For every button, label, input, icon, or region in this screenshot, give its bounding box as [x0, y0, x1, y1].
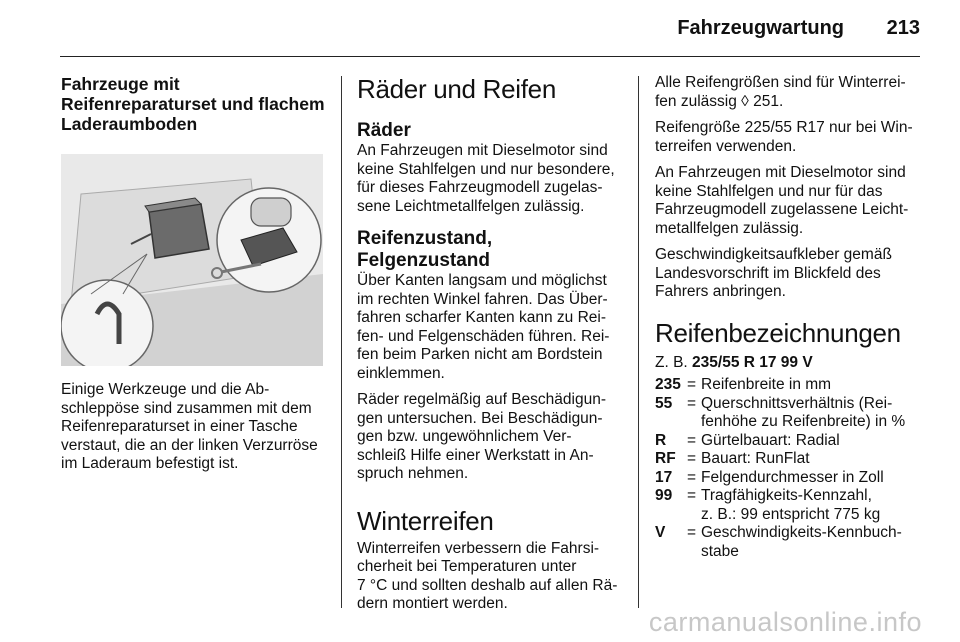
definition-description: Felgendurchmesser in Zoll — [701, 468, 884, 486]
heading-tyre-condition: Reifenzustand, Felgenzustand — [357, 228, 493, 271]
column-middle — [357, 74, 623, 622]
definition-equals: = — [687, 524, 697, 541]
definition-code: 235 — [655, 376, 681, 393]
definition-equals: = — [687, 487, 697, 504]
definition-code: RF — [655, 450, 676, 467]
tyre-sizes-paragraph: Alle Reifengrößen sind für Winterrei- fen zulässig ◊ 251. — [655, 74, 906, 110]
watermark: carmanualsonline.info — [648, 607, 922, 637]
page-header — [60, 0, 920, 57]
definition-description: Tragfähigkeits-Kennzahl, z. B.: 99 entspricht 775 kg — [701, 487, 881, 523]
definition-code: 55 — [655, 394, 673, 412]
column-divider-left — [341, 76, 342, 608]
section-heading-flat-floor: Fahrzeuge mit Reifenreparaturset und flachem Laderaumboden — [61, 74, 325, 134]
column-left — [61, 74, 327, 482]
definition-description: Querschnittsverhältnis (Rei- fenhöhe zu Reifenbreite) in % — [701, 394, 906, 430]
definition-code: R — [655, 431, 667, 449]
example-code: 235/55 R 17 99 V — [692, 353, 813, 371]
designation-example — [655, 354, 923, 373]
definition-row — [655, 469, 923, 488]
tyre-condition-paragraph-1: Über Kanten langsam und möglichst im rechten Winkel fahren. Das Über- fahren scharfer Kanten kann zu Rei- fen- und Felgenschäden führen. Rei- fen beim Parken nicht am Bordstein einklemmen. — [357, 272, 610, 382]
definition-equals: = — [687, 376, 697, 393]
definition-code: 99 — [655, 487, 673, 504]
winter-tyres-paragraph: Winterreifen verbessern die Fahrsi- cherheit bei Temperaturen unter 7 °C und sollten deshalb auf allen Rä- dern montiert werden. — [357, 539, 618, 612]
definition-description: Bauart: RunFlat — [701, 450, 810, 467]
definition-description: Geschwindigkeits-Kennbuch- stabe — [701, 524, 902, 560]
definition-description: Reifenbreite in mm — [701, 376, 832, 393]
section-title-winter-tyres: Winterreifen — [357, 505, 494, 536]
chapter-title-wheels-tyres: Räder und Reifen — [357, 74, 556, 104]
section-title-tyre-designations: Reifenbezeichnungen — [655, 317, 901, 348]
designation-definitions — [655, 376, 923, 561]
trunk-illustration — [61, 154, 323, 366]
speed-sticker-paragraph: Geschwindigkeitsaufkleber gemäß Landesvorschrift im Blickfeld des Fahrers anbringen. — [655, 246, 892, 300]
definition-row — [655, 450, 923, 469]
definition-row — [655, 432, 923, 451]
definition-row — [655, 524, 923, 561]
definition-description: Gürtelbauart: Radial — [701, 431, 840, 449]
tool-storage-paragraph: Einige Werkzeuge und die Ab- schleppöse sind zusammen mit dem Reifenreparaturset in einer Tasche verstaut, die an der linken Verzurröse im Laderaum befestigt ist. — [61, 381, 318, 472]
definition-row — [655, 376, 923, 395]
wheels-paragraph: An Fahrzeugen mit Dieselmotor sind keine Stahlfelgen und nur besondere, für dieses Fahrzeugmodell zugelas- sene Leichtmetallfelgen zulässig. — [357, 142, 615, 215]
page-number: 213 — [886, 17, 920, 39]
diesel-rims-paragraph: An Fahrzeugen mit Dieselmotor sind keine Stahlfelgen und nur für das Fahrzeugmodell zugelassene Leicht- metallfelgen zulässig. — [655, 164, 909, 237]
definition-equals: = — [687, 394, 697, 412]
heading-wheels: Räder — [357, 120, 411, 141]
definition-equals: = — [687, 431, 697, 449]
definition-code: V — [655, 524, 666, 541]
tyre-condition-paragraph-2: Räder regelmäßig auf Beschädigun- gen untersuchen. Bei Beschädigun- gen bzw. ungewöhnlichem Ver- schleiß Hilfe einer Werkstatt in An- spruch nehmen. — [357, 391, 606, 482]
definition-equals: = — [687, 450, 697, 467]
definition-code: 17 — [655, 468, 673, 486]
column-right — [655, 74, 923, 561]
example-prefix: Z. B. — [655, 353, 693, 371]
trunk-illustration-drawing — [61, 154, 323, 366]
column-divider-right — [638, 76, 639, 608]
definition-row — [655, 395, 923, 432]
definition-row — [655, 487, 923, 524]
definition-equals: = — [687, 468, 697, 486]
tyre-size-restriction-paragraph: Reifengröße 225/55 R17 nur bei Win- terreifen verwenden. — [655, 119, 913, 155]
section-title: Fahrzeugwartung — [677, 17, 844, 39]
